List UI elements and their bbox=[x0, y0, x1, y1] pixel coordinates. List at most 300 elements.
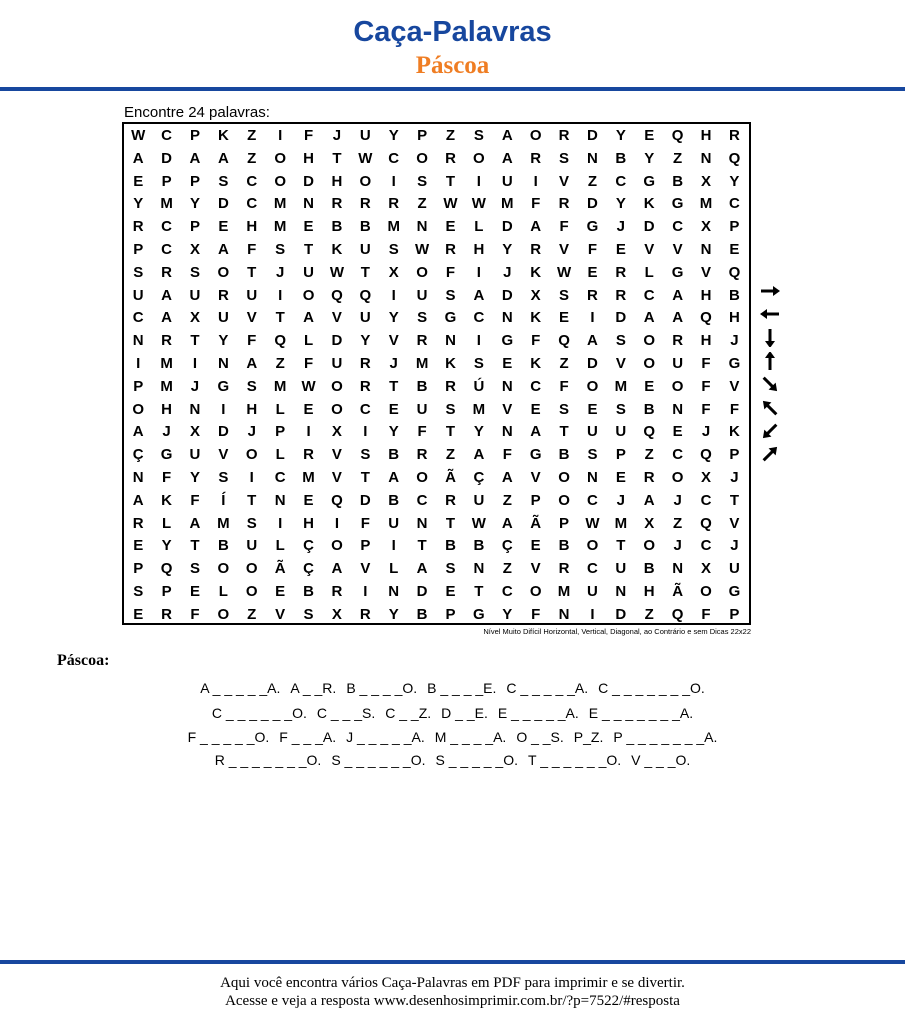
grid-cell[interactable]: U bbox=[416, 400, 428, 418]
grid-cell[interactable]: U bbox=[672, 355, 684, 372]
grid-cell[interactable]: M bbox=[614, 514, 628, 532]
grid-cell[interactable]: Y bbox=[615, 127, 626, 144]
grid-cell[interactable]: K bbox=[530, 355, 542, 372]
grid-cell[interactable]: O bbox=[643, 355, 656, 372]
grid-cell[interactable]: E bbox=[388, 400, 399, 418]
grid-cell[interactable]: F bbox=[190, 605, 200, 623]
grid-cell[interactable]: A bbox=[587, 332, 598, 350]
grid-cell[interactable]: A bbox=[132, 149, 144, 167]
grid-cell[interactable]: A bbox=[501, 514, 513, 532]
grid-cell[interactable]: A bbox=[643, 309, 655, 327]
grid-cell[interactable]: I bbox=[192, 355, 198, 372]
grid-cell[interactable]: N bbox=[445, 332, 456, 350]
grid-cell[interactable]: D bbox=[217, 195, 229, 213]
grid-cell[interactable]: S bbox=[133, 263, 144, 281]
grid-cell[interactable]: H bbox=[303, 514, 314, 532]
grid-cell[interactable]: G bbox=[671, 195, 684, 213]
grid-cell[interactable]: S bbox=[303, 605, 314, 623]
grid-cell[interactable]: I bbox=[590, 605, 595, 623]
grid-cell[interactable]: O bbox=[416, 263, 428, 281]
grid-cell[interactable]: R bbox=[558, 127, 570, 144]
grid-cell[interactable]: O bbox=[217, 560, 230, 578]
grid-cell[interactable]: H bbox=[303, 149, 314, 167]
grid-cell[interactable]: R bbox=[359, 605, 371, 623]
grid-cell[interactable]: N bbox=[473, 560, 485, 578]
grid-cell[interactable]: E bbox=[133, 172, 144, 190]
grid-cell[interactable]: A bbox=[501, 149, 513, 167]
grid-cell[interactable]: J bbox=[730, 332, 739, 350]
grid-cell[interactable]: Y bbox=[473, 423, 484, 441]
grid-cell[interactable]: S bbox=[189, 263, 200, 281]
grid-cell[interactable]: D bbox=[615, 605, 627, 623]
grid-cell[interactable]: F bbox=[247, 241, 257, 258]
grid-cell[interactable]: P bbox=[161, 172, 172, 190]
grid-cell[interactable]: R bbox=[359, 195, 371, 213]
grid-cell[interactable]: M bbox=[302, 469, 315, 486]
grid-cell[interactable]: E bbox=[502, 355, 513, 372]
grid-cell[interactable]: N bbox=[416, 218, 428, 236]
grid-cell[interactable]: J bbox=[616, 491, 625, 509]
grid-cell[interactable]: I bbox=[278, 127, 283, 144]
grid-cell[interactable]: R bbox=[161, 332, 172, 350]
grid-cell[interactable]: I bbox=[476, 332, 481, 350]
grid-cell[interactable]: Y bbox=[644, 149, 655, 167]
grid-cell[interactable]: F bbox=[531, 195, 541, 213]
grid-cell[interactable]: B bbox=[359, 218, 371, 236]
grid-cell[interactable]: C bbox=[246, 195, 258, 213]
grid-cell[interactable]: R bbox=[587, 286, 598, 304]
grid-cell[interactable]: D bbox=[501, 218, 513, 236]
grid-cell[interactable]: Q bbox=[643, 423, 656, 441]
grid-cell[interactable]: R bbox=[672, 332, 684, 350]
grid-cell[interactable]: B bbox=[615, 149, 627, 167]
grid-cell[interactable]: A bbox=[189, 149, 201, 167]
grid-cell[interactable]: R bbox=[558, 560, 570, 578]
grid-cell[interactable]: V bbox=[502, 400, 513, 418]
grid-cell[interactable]: F bbox=[559, 377, 569, 395]
grid-cell[interactable]: S bbox=[473, 127, 484, 144]
grid-cell[interactable]: I bbox=[334, 514, 340, 532]
grid-cell[interactable]: S bbox=[189, 560, 200, 578]
grid-cell[interactable]: O bbox=[331, 400, 343, 418]
grid-cell[interactable]: F bbox=[190, 491, 200, 509]
grid-cell[interactable]: O bbox=[700, 583, 712, 600]
grid-cell[interactable]: X bbox=[189, 309, 200, 327]
grid-cell[interactable]: J bbox=[730, 537, 739, 555]
grid-cell[interactable]: S bbox=[445, 286, 456, 304]
grid-cell[interactable]: K bbox=[445, 355, 456, 372]
grid-cell[interactable]: L bbox=[275, 537, 285, 555]
grid-cell[interactable]: Y bbox=[729, 172, 740, 190]
grid-cell[interactable]: N bbox=[189, 400, 201, 418]
grid-cell[interactable]: F bbox=[360, 514, 370, 532]
grid-cell[interactable]: A bbox=[331, 560, 343, 578]
grid-cell[interactable]: X bbox=[388, 263, 399, 281]
grid-cell[interactable]: O bbox=[558, 469, 570, 486]
grid-cell[interactable]: E bbox=[133, 605, 144, 623]
grid-cell[interactable]: R bbox=[303, 446, 314, 464]
grid-cell[interactable]: A bbox=[530, 423, 542, 441]
grid-cell[interactable]: R bbox=[161, 263, 172, 281]
grid-cell[interactable]: U bbox=[416, 286, 428, 304]
grid-cell[interactable]: P bbox=[445, 605, 456, 623]
grid-cell[interactable]: B bbox=[473, 537, 485, 555]
grid-cell[interactable]: W bbox=[471, 195, 486, 213]
grid-cell[interactable]: S bbox=[587, 446, 598, 464]
grid-cell[interactable]: U bbox=[587, 423, 598, 441]
grid-cell[interactable]: J bbox=[389, 355, 398, 372]
grid-cell[interactable]: P bbox=[133, 241, 144, 258]
grid-cell[interactable]: G bbox=[501, 332, 514, 350]
grid-cell[interactable]: V bbox=[615, 355, 626, 372]
grid-cell[interactable]: Y bbox=[218, 332, 229, 350]
grid-cell[interactable]: T bbox=[729, 491, 739, 509]
grid-cell[interactable]: W bbox=[301, 377, 316, 395]
grid-cell[interactable]: Q bbox=[359, 286, 372, 304]
grid-cell[interactable]: G bbox=[444, 309, 457, 327]
grid-cell[interactable]: B bbox=[416, 605, 428, 623]
grid-cell[interactable]: Z bbox=[673, 514, 683, 532]
grid-cell[interactable]: B bbox=[558, 537, 570, 555]
grid-cell[interactable]: Z bbox=[445, 127, 456, 144]
grid-cell[interactable]: U bbox=[359, 241, 371, 258]
grid-cell[interactable]: U bbox=[132, 286, 144, 304]
grid-cell[interactable]: B bbox=[331, 218, 343, 236]
grid-cell[interactable]: G bbox=[728, 583, 741, 600]
grid-cell[interactable]: A bbox=[388, 469, 400, 486]
grid-cell[interactable]: G bbox=[671, 263, 684, 281]
grid-cell[interactable]: Y bbox=[388, 309, 399, 327]
grid-cell[interactable]: B bbox=[416, 377, 428, 395]
grid-cell[interactable]: Ú bbox=[473, 377, 485, 395]
grid-cell[interactable]: S bbox=[246, 377, 257, 395]
grid-cell[interactable]: Y bbox=[189, 469, 200, 486]
grid-cell[interactable]: K bbox=[331, 241, 343, 258]
grid-cell[interactable]: R bbox=[615, 263, 627, 281]
grid-cell[interactable]: C bbox=[643, 286, 655, 304]
grid-cell[interactable]: R bbox=[359, 355, 371, 372]
grid-cell[interactable]: R bbox=[359, 377, 371, 395]
grid-cell[interactable]: N bbox=[274, 491, 286, 509]
grid-cell[interactable]: A bbox=[501, 469, 513, 486]
grid-cell[interactable]: Í bbox=[221, 491, 226, 509]
grid-cell[interactable]: G bbox=[473, 605, 485, 623]
grid-cell[interactable]: U bbox=[189, 286, 201, 304]
grid-cell[interactable]: T bbox=[190, 332, 200, 350]
grid-cell[interactable]: Ç bbox=[473, 469, 485, 486]
grid-cell[interactable]: W bbox=[358, 149, 373, 167]
grid-cell[interactable]: Z bbox=[247, 605, 257, 623]
grid-cell[interactable]: G bbox=[217, 377, 230, 395]
grid-cell[interactable]: Ç bbox=[501, 537, 513, 555]
grid-cell[interactable]: B bbox=[388, 446, 400, 464]
grid-cell[interactable]: C bbox=[161, 127, 172, 144]
grid-cell[interactable]: X bbox=[331, 423, 342, 441]
grid-cell[interactable]: S bbox=[473, 355, 484, 372]
grid-cell[interactable]: A bbox=[530, 218, 542, 236]
grid-cell[interactable]: A bbox=[217, 241, 229, 258]
grid-cell[interactable]: R bbox=[728, 127, 740, 144]
grid-cell[interactable]: Ã bbox=[672, 583, 684, 600]
grid-cell[interactable]: A bbox=[132, 423, 144, 441]
grid-cell[interactable]: L bbox=[303, 332, 314, 350]
grid-cell[interactable]: Z bbox=[559, 355, 569, 372]
grid-cell[interactable]: F bbox=[701, 605, 711, 623]
grid-cell[interactable]: T bbox=[445, 423, 456, 441]
grid-cell[interactable]: O bbox=[529, 127, 542, 144]
grid-cell[interactable]: O bbox=[643, 537, 656, 555]
grid-cell[interactable]: E bbox=[275, 583, 286, 600]
grid-cell[interactable]: S bbox=[559, 286, 570, 304]
grid-cell[interactable]: O bbox=[529, 583, 542, 600]
grid-cell[interactable]: H bbox=[700, 286, 712, 304]
grid-cell[interactable]: V bbox=[388, 332, 399, 350]
grid-cell[interactable]: D bbox=[501, 286, 513, 304]
grid-cell[interactable]: W bbox=[556, 263, 572, 281]
grid-cell[interactable]: E bbox=[615, 241, 626, 258]
grid-cell[interactable]: R bbox=[530, 149, 542, 167]
grid-cell[interactable]: H bbox=[246, 400, 258, 418]
grid-cell[interactable]: A bbox=[672, 286, 684, 304]
grid-cell[interactable]: Ç bbox=[132, 446, 144, 464]
grid-cell[interactable]: E bbox=[303, 218, 314, 236]
grid-cell[interactable]: R bbox=[615, 286, 627, 304]
grid-cell[interactable]: N bbox=[700, 241, 712, 258]
grid-cell[interactable]: Z bbox=[673, 149, 683, 167]
grid-cell[interactable]: S bbox=[388, 241, 399, 258]
grid-cell[interactable]: T bbox=[445, 514, 456, 532]
grid-cell[interactable]: N bbox=[558, 605, 570, 623]
grid-cell[interactable]: Q bbox=[700, 309, 712, 327]
grid-cell[interactable]: I bbox=[136, 355, 141, 372]
grid-cell[interactable]: S bbox=[615, 332, 626, 350]
grid-cell[interactable]: P bbox=[360, 537, 371, 555]
grid-cell[interactable]: Ã bbox=[530, 514, 542, 532]
grid-cell[interactable]: E bbox=[189, 583, 200, 600]
grid-cell[interactable]: E bbox=[133, 537, 144, 555]
grid-cell[interactable]: D bbox=[161, 149, 172, 167]
grid-cell[interactable]: F bbox=[531, 332, 541, 350]
grid-cell[interactable]: W bbox=[329, 263, 345, 281]
grid-cell[interactable]: V bbox=[672, 241, 683, 258]
grid-cell[interactable]: F bbox=[303, 355, 314, 372]
grid-cell[interactable]: E bbox=[559, 309, 570, 327]
grid-cell[interactable]: U bbox=[615, 560, 627, 578]
grid-cell[interactable]: Q bbox=[331, 286, 343, 304]
grid-cell[interactable]: S bbox=[559, 400, 570, 418]
grid-cell[interactable]: J bbox=[190, 377, 200, 395]
grid-cell[interactable]: F bbox=[531, 605, 541, 623]
grid-cell[interactable]: P bbox=[133, 560, 144, 578]
grid-cell[interactable]: M bbox=[415, 355, 429, 372]
grid-cell[interactable]: R bbox=[530, 241, 542, 258]
grid-cell[interactable]: E bbox=[644, 377, 655, 395]
grid-cell[interactable]: N bbox=[587, 149, 598, 167]
grid-cell[interactable]: E bbox=[218, 218, 229, 236]
grid-cell[interactable]: Z bbox=[587, 172, 598, 190]
grid-cell[interactable]: Q bbox=[274, 332, 286, 350]
grid-cell[interactable]: Y bbox=[502, 605, 513, 623]
grid-cell[interactable]: S bbox=[417, 172, 428, 190]
grid-cell[interactable]: C bbox=[587, 491, 598, 509]
grid-cell[interactable]: W bbox=[443, 195, 458, 213]
grid-cell[interactable]: I bbox=[278, 514, 283, 532]
grid-cell[interactable]: A bbox=[132, 491, 144, 509]
grid-cell[interactable]: S bbox=[246, 514, 257, 532]
grid-cell[interactable]: Y bbox=[189, 195, 200, 213]
grid-cell[interactable]: H bbox=[643, 583, 655, 600]
grid-cell[interactable]: P bbox=[275, 423, 286, 441]
grid-cell[interactable]: H bbox=[728, 309, 740, 327]
grid-cell[interactable]: R bbox=[217, 286, 229, 304]
grid-cell[interactable]: O bbox=[416, 469, 428, 486]
grid-cell[interactable]: M bbox=[160, 195, 173, 213]
grid-cell[interactable]: H bbox=[700, 332, 712, 350]
grid-cell[interactable]: I bbox=[476, 172, 481, 190]
grid-cell[interactable]: Z bbox=[644, 605, 654, 623]
grid-cell[interactable]: C bbox=[161, 218, 172, 236]
grid-cell[interactable]: M bbox=[160, 377, 173, 395]
grid-cell[interactable]: Y bbox=[133, 195, 144, 213]
grid-cell[interactable]: T bbox=[275, 309, 285, 327]
grid-cell[interactable]: M bbox=[699, 195, 713, 213]
grid-cell[interactable]: E bbox=[644, 127, 655, 144]
grid-cell[interactable]: S bbox=[218, 172, 229, 190]
grid-cell[interactable]: X bbox=[189, 241, 200, 258]
grid-cell[interactable]: I bbox=[278, 286, 283, 304]
grid-cell[interactable]: Y bbox=[615, 195, 626, 213]
grid-cell[interactable]: R bbox=[445, 377, 456, 395]
grid-cell[interactable]: U bbox=[388, 514, 400, 532]
grid-cell[interactable]: M bbox=[557, 583, 571, 600]
grid-cell[interactable]: B bbox=[643, 560, 655, 578]
grid-cell[interactable]: E bbox=[587, 400, 598, 418]
grid-cell[interactable]: N bbox=[501, 309, 513, 327]
grid-cell[interactable]: B bbox=[217, 537, 229, 555]
grid-cell[interactable]: C bbox=[161, 241, 172, 258]
grid-cell[interactable]: R bbox=[416, 332, 428, 350]
grid-cell[interactable]: T bbox=[247, 491, 257, 509]
grid-cell[interactable]: Y bbox=[360, 332, 371, 350]
grid-cell[interactable]: M bbox=[160, 355, 173, 372]
grid-cell[interactable]: F bbox=[445, 263, 456, 281]
grid-cell[interactable]: R bbox=[416, 446, 428, 464]
grid-cell[interactable]: A bbox=[217, 149, 229, 167]
grid-cell[interactable]: F bbox=[502, 446, 512, 464]
grid-cell[interactable]: P bbox=[615, 446, 626, 464]
grid-cell[interactable]: U bbox=[501, 172, 513, 190]
grid-cell[interactable]: O bbox=[586, 377, 599, 395]
grid-cell[interactable]: W bbox=[131, 127, 146, 144]
grid-cell[interactable]: G bbox=[586, 218, 599, 236]
grid-cell[interactable]: B bbox=[388, 491, 400, 509]
grid-cell[interactable]: C bbox=[473, 309, 485, 327]
grid-cell[interactable]: E bbox=[672, 423, 683, 441]
grid-cell[interactable]: R bbox=[558, 195, 570, 213]
grid-cell[interactable]: S bbox=[559, 149, 570, 167]
grid-cell[interactable]: L bbox=[275, 446, 285, 464]
grid-cell[interactable]: L bbox=[474, 218, 484, 236]
grid-cell[interactable]: E bbox=[587, 263, 598, 281]
grid-cell[interactable]: P bbox=[189, 127, 200, 144]
grid-cell[interactable]: V bbox=[530, 469, 541, 486]
grid-cell[interactable]: S bbox=[445, 560, 456, 578]
grid-cell[interactable]: L bbox=[644, 263, 654, 281]
grid-cell[interactable]: P bbox=[729, 446, 740, 464]
grid-cell[interactable]: R bbox=[331, 195, 343, 213]
grid-cell[interactable]: R bbox=[643, 469, 655, 486]
grid-cell[interactable]: G bbox=[529, 446, 542, 464]
grid-cell[interactable]: T bbox=[417, 537, 427, 555]
grid-cell[interactable]: N bbox=[672, 560, 684, 578]
grid-cell[interactable]: V bbox=[246, 309, 257, 327]
grid-cell[interactable]: P bbox=[189, 172, 200, 190]
grid-cell[interactable]: V bbox=[729, 377, 740, 395]
grid-cell[interactable]: O bbox=[586, 537, 599, 555]
grid-cell[interactable]: M bbox=[472, 400, 486, 418]
grid-cell[interactable]: J bbox=[673, 491, 682, 509]
grid-cell[interactable]: W bbox=[415, 241, 430, 258]
grid-cell[interactable]: I bbox=[249, 469, 254, 486]
grid-cell[interactable]: G bbox=[160, 446, 173, 464]
grid-cell[interactable]: H bbox=[700, 127, 712, 144]
grid-cell[interactable]: W bbox=[471, 514, 486, 532]
grid-cell[interactable]: B bbox=[445, 537, 456, 555]
grid-cell[interactable]: O bbox=[245, 560, 258, 578]
grid-cell[interactable]: B bbox=[558, 446, 570, 464]
grid-cell[interactable]: K bbox=[728, 423, 740, 441]
grid-cell[interactable]: J bbox=[247, 423, 256, 441]
grid-cell[interactable]: H bbox=[473, 241, 485, 258]
grid-cell[interactable]: Y bbox=[388, 605, 399, 623]
grid-cell[interactable]: V bbox=[218, 446, 229, 464]
grid-cell[interactable]: I bbox=[391, 286, 396, 304]
grid-cell[interactable]: O bbox=[245, 446, 258, 464]
grid-cell[interactable]: Z bbox=[445, 446, 456, 464]
grid-cell[interactable]: Q bbox=[671, 605, 684, 623]
grid-cell[interactable]: C bbox=[700, 537, 712, 555]
grid-cell[interactable]: O bbox=[331, 377, 343, 395]
grid-cell[interactable]: C bbox=[587, 560, 598, 578]
grid-cell[interactable]: I bbox=[476, 263, 481, 281]
grid-cell[interactable]: O bbox=[274, 172, 286, 190]
grid-cell[interactable]: J bbox=[673, 537, 682, 555]
grid-cell[interactable]: B bbox=[303, 583, 314, 600]
grid-cell[interactable]: Ã bbox=[274, 560, 286, 578]
grid-cell[interactable]: D bbox=[587, 127, 598, 144]
grid-cell[interactable]: Z bbox=[247, 127, 257, 144]
grid-cell[interactable]: Q bbox=[160, 560, 173, 578]
grid-cell[interactable]: U bbox=[728, 560, 740, 578]
grid-cell[interactable]: N bbox=[700, 149, 712, 167]
grid-cell[interactable]: O bbox=[473, 149, 485, 167]
grid-cell[interactable]: M bbox=[217, 514, 230, 532]
grid-cell[interactable]: T bbox=[559, 423, 569, 441]
grid-cell[interactable]: I bbox=[363, 423, 368, 441]
grid-cell[interactable]: U bbox=[217, 309, 229, 327]
grid-cell[interactable]: R bbox=[445, 491, 456, 509]
grid-cell[interactable]: K bbox=[530, 263, 542, 281]
grid-cell[interactable]: A bbox=[189, 514, 201, 532]
grid-cell[interactable]: D bbox=[416, 583, 428, 600]
grid-cell[interactable]: N bbox=[132, 332, 144, 350]
grid-cell[interactable]: N bbox=[672, 400, 684, 418]
grid-cell[interactable]: N bbox=[615, 583, 627, 600]
grid-cell[interactable]: C bbox=[530, 377, 542, 395]
grid-cell[interactable]: V bbox=[644, 241, 655, 258]
grid-cell[interactable]: T bbox=[616, 537, 626, 555]
grid-cell[interactable]: V bbox=[559, 172, 570, 190]
